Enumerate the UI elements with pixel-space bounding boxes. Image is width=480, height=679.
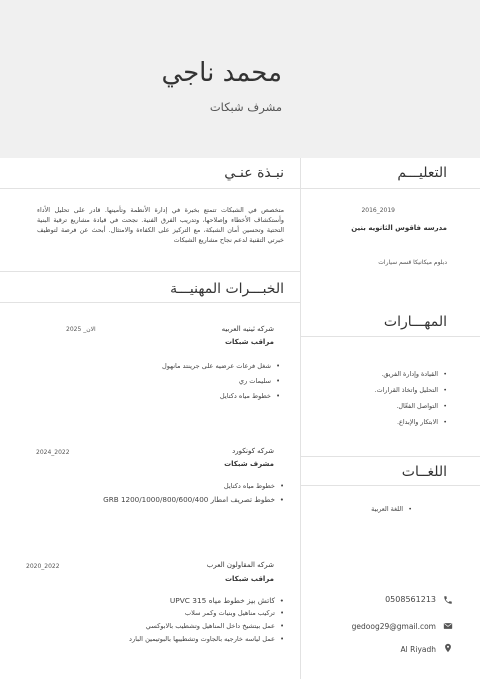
- phone-icon: [443, 595, 453, 605]
- divider: [0, 302, 300, 303]
- divider: [300, 336, 480, 337]
- task-item: • خطوط مياه دكتايل: [162, 389, 280, 404]
- phone-text: 0508561213: [385, 595, 436, 604]
- job-period: 2022_2020: [26, 563, 60, 570]
- job-role: مراقب شبكات: [225, 575, 274, 583]
- email-icon: [443, 621, 453, 631]
- task-item: • خطوط تصريف امطار 1200/1000/800/600/400 GRB: [103, 493, 284, 507]
- divider: [300, 485, 480, 486]
- job-role: مراقب شبكات: [225, 338, 274, 346]
- skill-item: • التواصل الفعّال.: [375, 398, 447, 414]
- email-text: gedoog29@gmail.com: [351, 622, 436, 631]
- language-item: • اللغة العربية: [371, 503, 412, 515]
- task-item: • خطوط مياه دكتايل: [103, 479, 284, 493]
- task-item: • تركيب مناهيل وبنيات وكمر سلاب: [129, 607, 284, 620]
- task-item: • كاتش بيز خطوط مياه UPVC 315: [129, 594, 284, 607]
- skills-list: [375, 366, 447, 430]
- divider: [300, 456, 480, 457]
- divider: [0, 271, 300, 272]
- skill-item: • الابتكار والإبداع.: [375, 414, 447, 430]
- column-divider: [300, 158, 301, 679]
- education-school: مدرسه فاقوس الثانويه بنين: [351, 224, 447, 232]
- skill-item: • التحليل واتخاذ القرارات.: [375, 382, 447, 398]
- job-title: مشرف شبكات: [209, 100, 282, 114]
- job-tasks: [162, 359, 280, 404]
- job-company: شركه المقاولون العرب: [206, 561, 274, 569]
- person-name: محمد ناجي: [161, 58, 282, 88]
- job-role: مشرف شبكات: [224, 460, 274, 468]
- task-item: • عمل بيتشيخ داخل المناهيل وتشطيب بالابوكسي: [129, 620, 284, 633]
- about-title: نبـذة عنـي: [224, 165, 284, 181]
- location-pin-icon: [443, 643, 453, 653]
- job-company: شركه كونكورد: [232, 447, 274, 455]
- job-period: الان_ 2025: [66, 326, 96, 333]
- job-tasks: [103, 479, 284, 507]
- divider: [0, 188, 300, 189]
- header-band: [0, 0, 480, 158]
- languages-title: اللغــات: [401, 464, 447, 480]
- job-period: 2022_2024: [36, 449, 70, 456]
- education-title: التعليـــم: [397, 165, 447, 181]
- experience-title: الخبـــرات المهنيـــة: [170, 281, 284, 297]
- job-tasks: [129, 594, 284, 646]
- job-company: شركه ثينيه العربيه: [221, 325, 274, 333]
- about-text: متخصص في الشبكات تتمتع بخبرة في إدارة الأنظمة وتأمينها. قادر على تحليل الأداء وأستكشاف الأخطاء وإصلاحها، وتدريب الفرق الفنية. نجحت في قيادة مشاريع ترقية البنية التحتية وتحسين أمان الشبكة، مع التركيز على الكفاءة والامتثال. أبحث عن فرصة لتوظيف خبرتي التقنية لدعم نجاح مشاريع الشبكات: [37, 206, 284, 244]
- skill-item: • القيادة وإدارة الفريق.: [375, 366, 447, 382]
- divider: [300, 188, 480, 189]
- languages-list: [371, 503, 412, 515]
- location-text: Al Riyadh: [400, 645, 436, 654]
- task-item: • شغل فرعات عرضيه على جرينتد مانهول: [162, 359, 280, 374]
- skills-title: المهـــارات: [383, 314, 447, 330]
- education-years: 2019_2016: [361, 207, 395, 214]
- task-item: • عمل لياسه خارجيه بالجاوت وتشطيبها بالبوتيمين البارد: [129, 633, 284, 646]
- education-specialty: دبلوم ميكانيكا قسم سيارات: [378, 259, 447, 266]
- task-item: • سليمات ري: [162, 374, 280, 389]
